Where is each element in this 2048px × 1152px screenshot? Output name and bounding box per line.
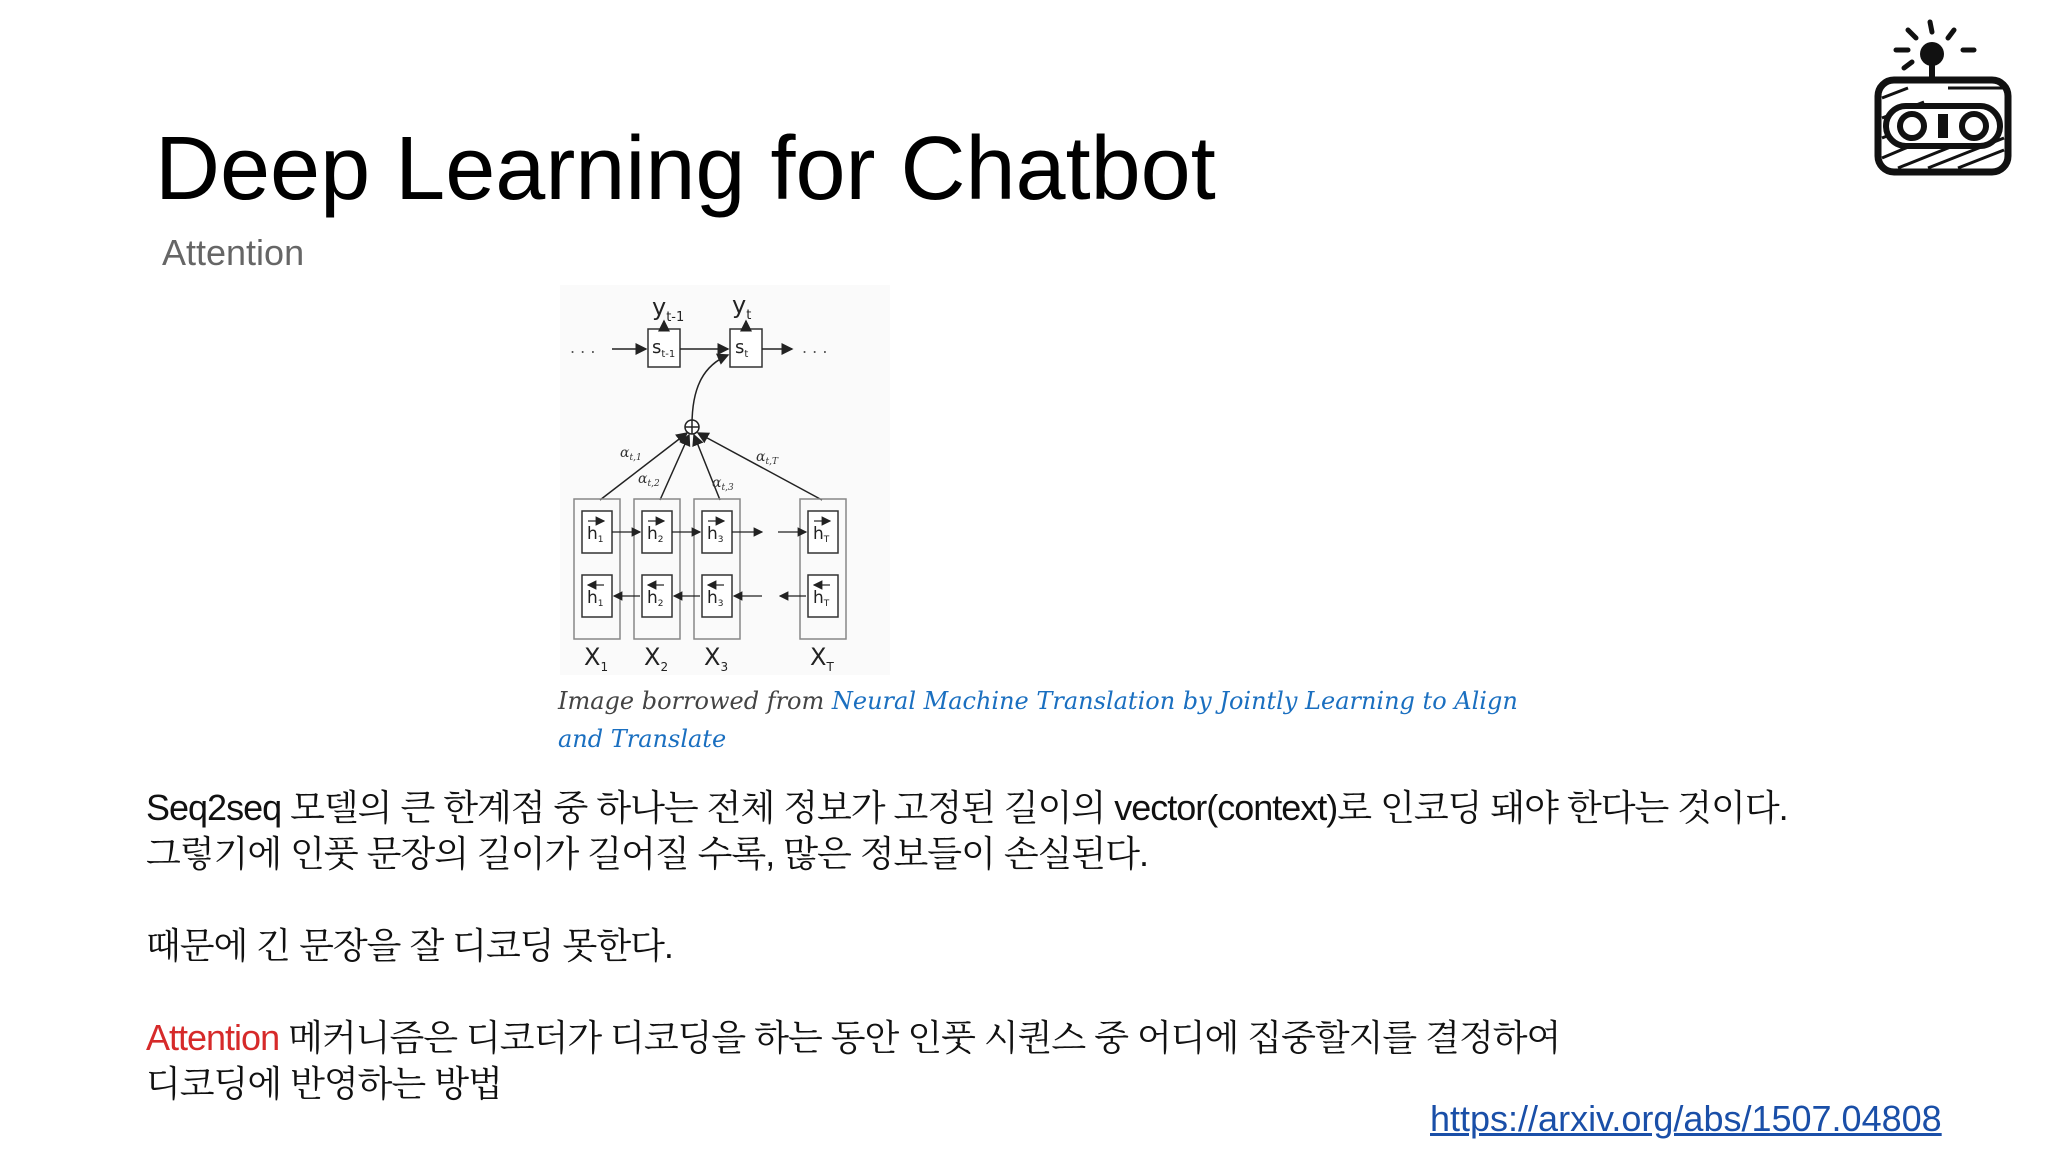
svg-text:h3: h3 bbox=[707, 588, 724, 609]
svg-text:αt,3: $\alpha_{t,3}$ bbox=[712, 475, 734, 493]
body-line-3: 때문에 긴 문장을 잘 디코딩 못한다. bbox=[146, 925, 673, 966]
attention-diagram bbox=[560, 285, 890, 675]
svg-text:XT: $X_T$ bbox=[810, 643, 834, 674]
body-text bbox=[146, 785, 1946, 1107]
svg-text:X2: $X_2$ bbox=[644, 643, 669, 674]
svg-text:h2: h2 bbox=[647, 524, 664, 545]
figure-caption bbox=[558, 682, 1518, 758]
svg-text:h1: h1 bbox=[587, 588, 604, 609]
body-line-4-rest: 메커니즘은 디코더가 디코딩을 하는 동안 인풋 시퀀스 중 어디에 집중할지를 결정하여 bbox=[279, 1017, 1561, 1058]
svg-text:st-1: $s_{t-1}$ bbox=[652, 337, 676, 360]
body-line-2: 그렇기에 인풋 문장의 길이가 길어질 수록, 많은 정보들이 손실된다. bbox=[146, 833, 1148, 874]
svg-text:X1: $X_1$ bbox=[584, 643, 609, 674]
label-y-t: $y_t$ bbox=[732, 291, 752, 323]
svg-text:αt,T: $\alpha_{t,T}$ bbox=[756, 449, 778, 467]
svg-text:X3: $X_3$ bbox=[704, 643, 729, 674]
caption-prefix: Image borrowed from bbox=[558, 687, 832, 715]
svg-text:h2: h2 bbox=[647, 588, 664, 609]
svg-text:st: $s_t$ bbox=[735, 337, 749, 360]
body-line-1: Seq2seq 모델의 큰 한계점 중 하나는 전체 정보가 고정된 길이의 vector(context)로 인코딩 돼야 한다는 것이다. bbox=[146, 787, 1788, 828]
body-line-4 bbox=[146, 1015, 1946, 1061]
arxiv-link[interactable]: https://arxiv.org/abs/1507.04808 bbox=[1430, 1098, 1942, 1139]
label-y-prev: $y_{t-1}$ bbox=[652, 293, 685, 325]
svg-text:hT: hT bbox=[813, 524, 830, 545]
svg-text:h3: h3 bbox=[707, 524, 724, 545]
svg-text:h1: h1 bbox=[587, 524, 604, 545]
ellipsis-left: . . . bbox=[570, 338, 596, 357]
svg-text:αt,2: $\alpha_{t,2}$ bbox=[638, 471, 660, 489]
caption-paper-link[interactable]: Neural Machine Translation by Jointly Learning to Align and Translate bbox=[558, 687, 1518, 753]
attention-keyword: Attention bbox=[146, 1017, 280, 1058]
svg-text:hT: hT bbox=[813, 588, 830, 609]
page-title: Deep Learning for Chatbot bbox=[155, 119, 1216, 219]
robot-lightbulb-icon bbox=[1868, 18, 2018, 183]
ellipsis-right: . . . bbox=[802, 338, 828, 357]
svg-text:αt,1: $\alpha_{t,1}$ bbox=[620, 445, 642, 463]
page-subtitle: Attention bbox=[162, 232, 305, 273]
body-line-5: 디코딩에 반영하는 방법 bbox=[146, 1063, 502, 1104]
